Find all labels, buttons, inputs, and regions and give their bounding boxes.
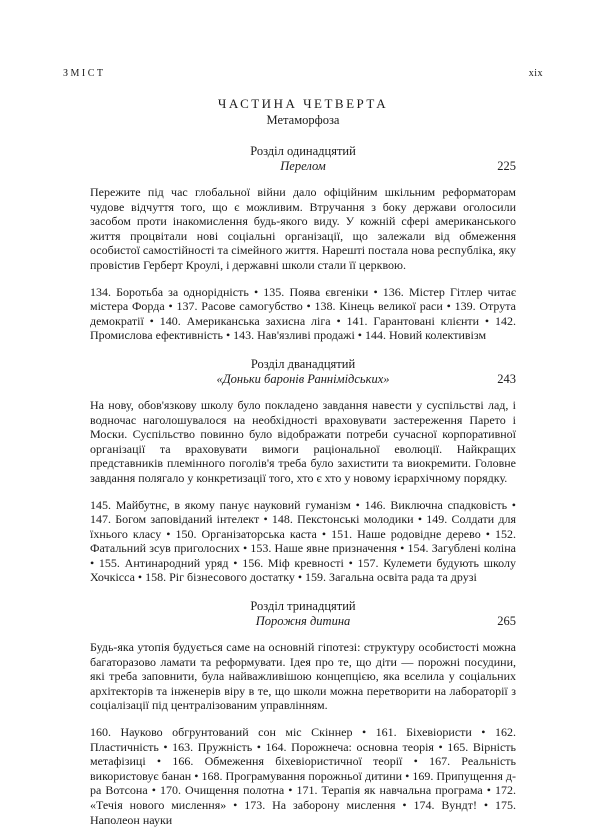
chapter-title: Порожня дитина [255,614,351,629]
chapter-summary: Пережите під час глобальної війни дало офіційним шкільним реформаторам чудове відчуття того, що є можливим. Втручання з боку держави оголосили засобом проти інакомислення будь-якого виду. У кожній сфері американського життя процвітали нові соціальні організації, що залежали від обмеження особистої самостійності та сімейного життя. Нарешті постала нова республіка, яку провістив Герберт Кроулі, і державні школи стали її церквою. [90,185,516,272]
chapter-title: «Доньки баронів Раннімідських» [216,371,390,386]
running-head-title: ЗМІСТ [63,68,106,79]
chapter-title: Перелом [280,159,326,173]
chapter-heading [90,357,516,387]
part-title: ЧАСТИНА ЧЕТВЕРТА [217,96,389,111]
chapter-summary: Будь-яка утопія будується саме на основній гіпотезі: структуру особистості можна багаторазово ламати та реформувати. Ідея про те, що діти — порожні посудини, які треба заповнити, була найважливішою концепцією, яка вселила у соціальних архітекторів та інженерів віру в те, що школи можна перетворити на лабораторії з соціалізації під централізованим управлінням. [90,640,516,713]
chapter-number: Розділ одинадцятий [250,144,356,158]
chapter-heading [90,599,516,629]
chapter-number: Розділ дванадцятий [250,356,356,371]
chapter-page: 243 [497,371,516,386]
chapter-topics: 134. Боротьба за однорідність • 135. Поява євгеніки • 136. Містер Гітлер читає містера Форда • 137. Расове самогубство • 138. Кінець великої раси • 139. Отрута демократії • 140. Американська захисна ліга • 141. Гарантовані клієнти • 142. Промислова ефективність • 143. Нав'язливі продажі • 144. Новий колективізм [90,284,516,343]
chapter-topics: 160. Науково обгрунтований сон міс Скіннер • 161. Біхевіористи • 162. Пластичність • 163. Пружність • 164. Порожнеча: основна теорія • 165. Вірність метафізиці • 166. Обмеження біхевіористичної теорії • 167. Реальність використовує банан • 168. Програмування порожньої дитини • 169. Припущення д-ра Вотсона • 170. Очищення полотна • 171. Терапія як навчальна програма • 172. «Течія нового мислення» • 173. На заборону мислення • 174. Вундт! • 175. Наполеон науки [90,725,516,827]
chapter-heading [90,144,516,174]
chapter-page: 225 [497,159,516,173]
chapter-page: 265 [497,614,516,629]
table-of-contents [90,96,516,839]
chapter-entry-12 [90,357,516,585]
chapter-entry-11 [90,144,516,343]
chapter-topics: 145. Майбутнє, в якому панує науковий гуманізм • 146. Виключна спадковість • 147. Богом заповіданий інтелект • 148. Пекстонські молодики • 149. Солдати для їхнього класу • 150. Організаторська каста • 151. Наше родовідне дерево • 152. Фатальний зсув приголосних • 153. Наше явне призначення • 154. Загублені коліна • 155. Антинародний уряд • 156. Міф кревності • 157. Кулемети будують школу Хочкісса • 158. Ріг бізнесового достатку • 159. Загальна освіта рада та друзі [90,497,516,585]
chapter-number: Розділ тринадцятий [250,599,356,614]
page-number: xix [528,68,543,79]
chapter-entry-13 [90,599,516,827]
chapter-summary: На нову, обов'язкову школу було покладено завдання навести у суспільстві лад, і водночас наголошувалося на необхідності враховувати застереження Парето і Моски. Суспільство повинно було відображати потреби сучасної корпоративної організації та враховувати вимоги раціональної еволюції. Найкращих представників племінного поголів'я треба було захистити та виокремити. Головне завдання полягало у конкретизації того, хто є хто у новому ієрархічному порядку. [90,397,516,485]
part-subtitle: Метаморфоза [266,113,340,127]
